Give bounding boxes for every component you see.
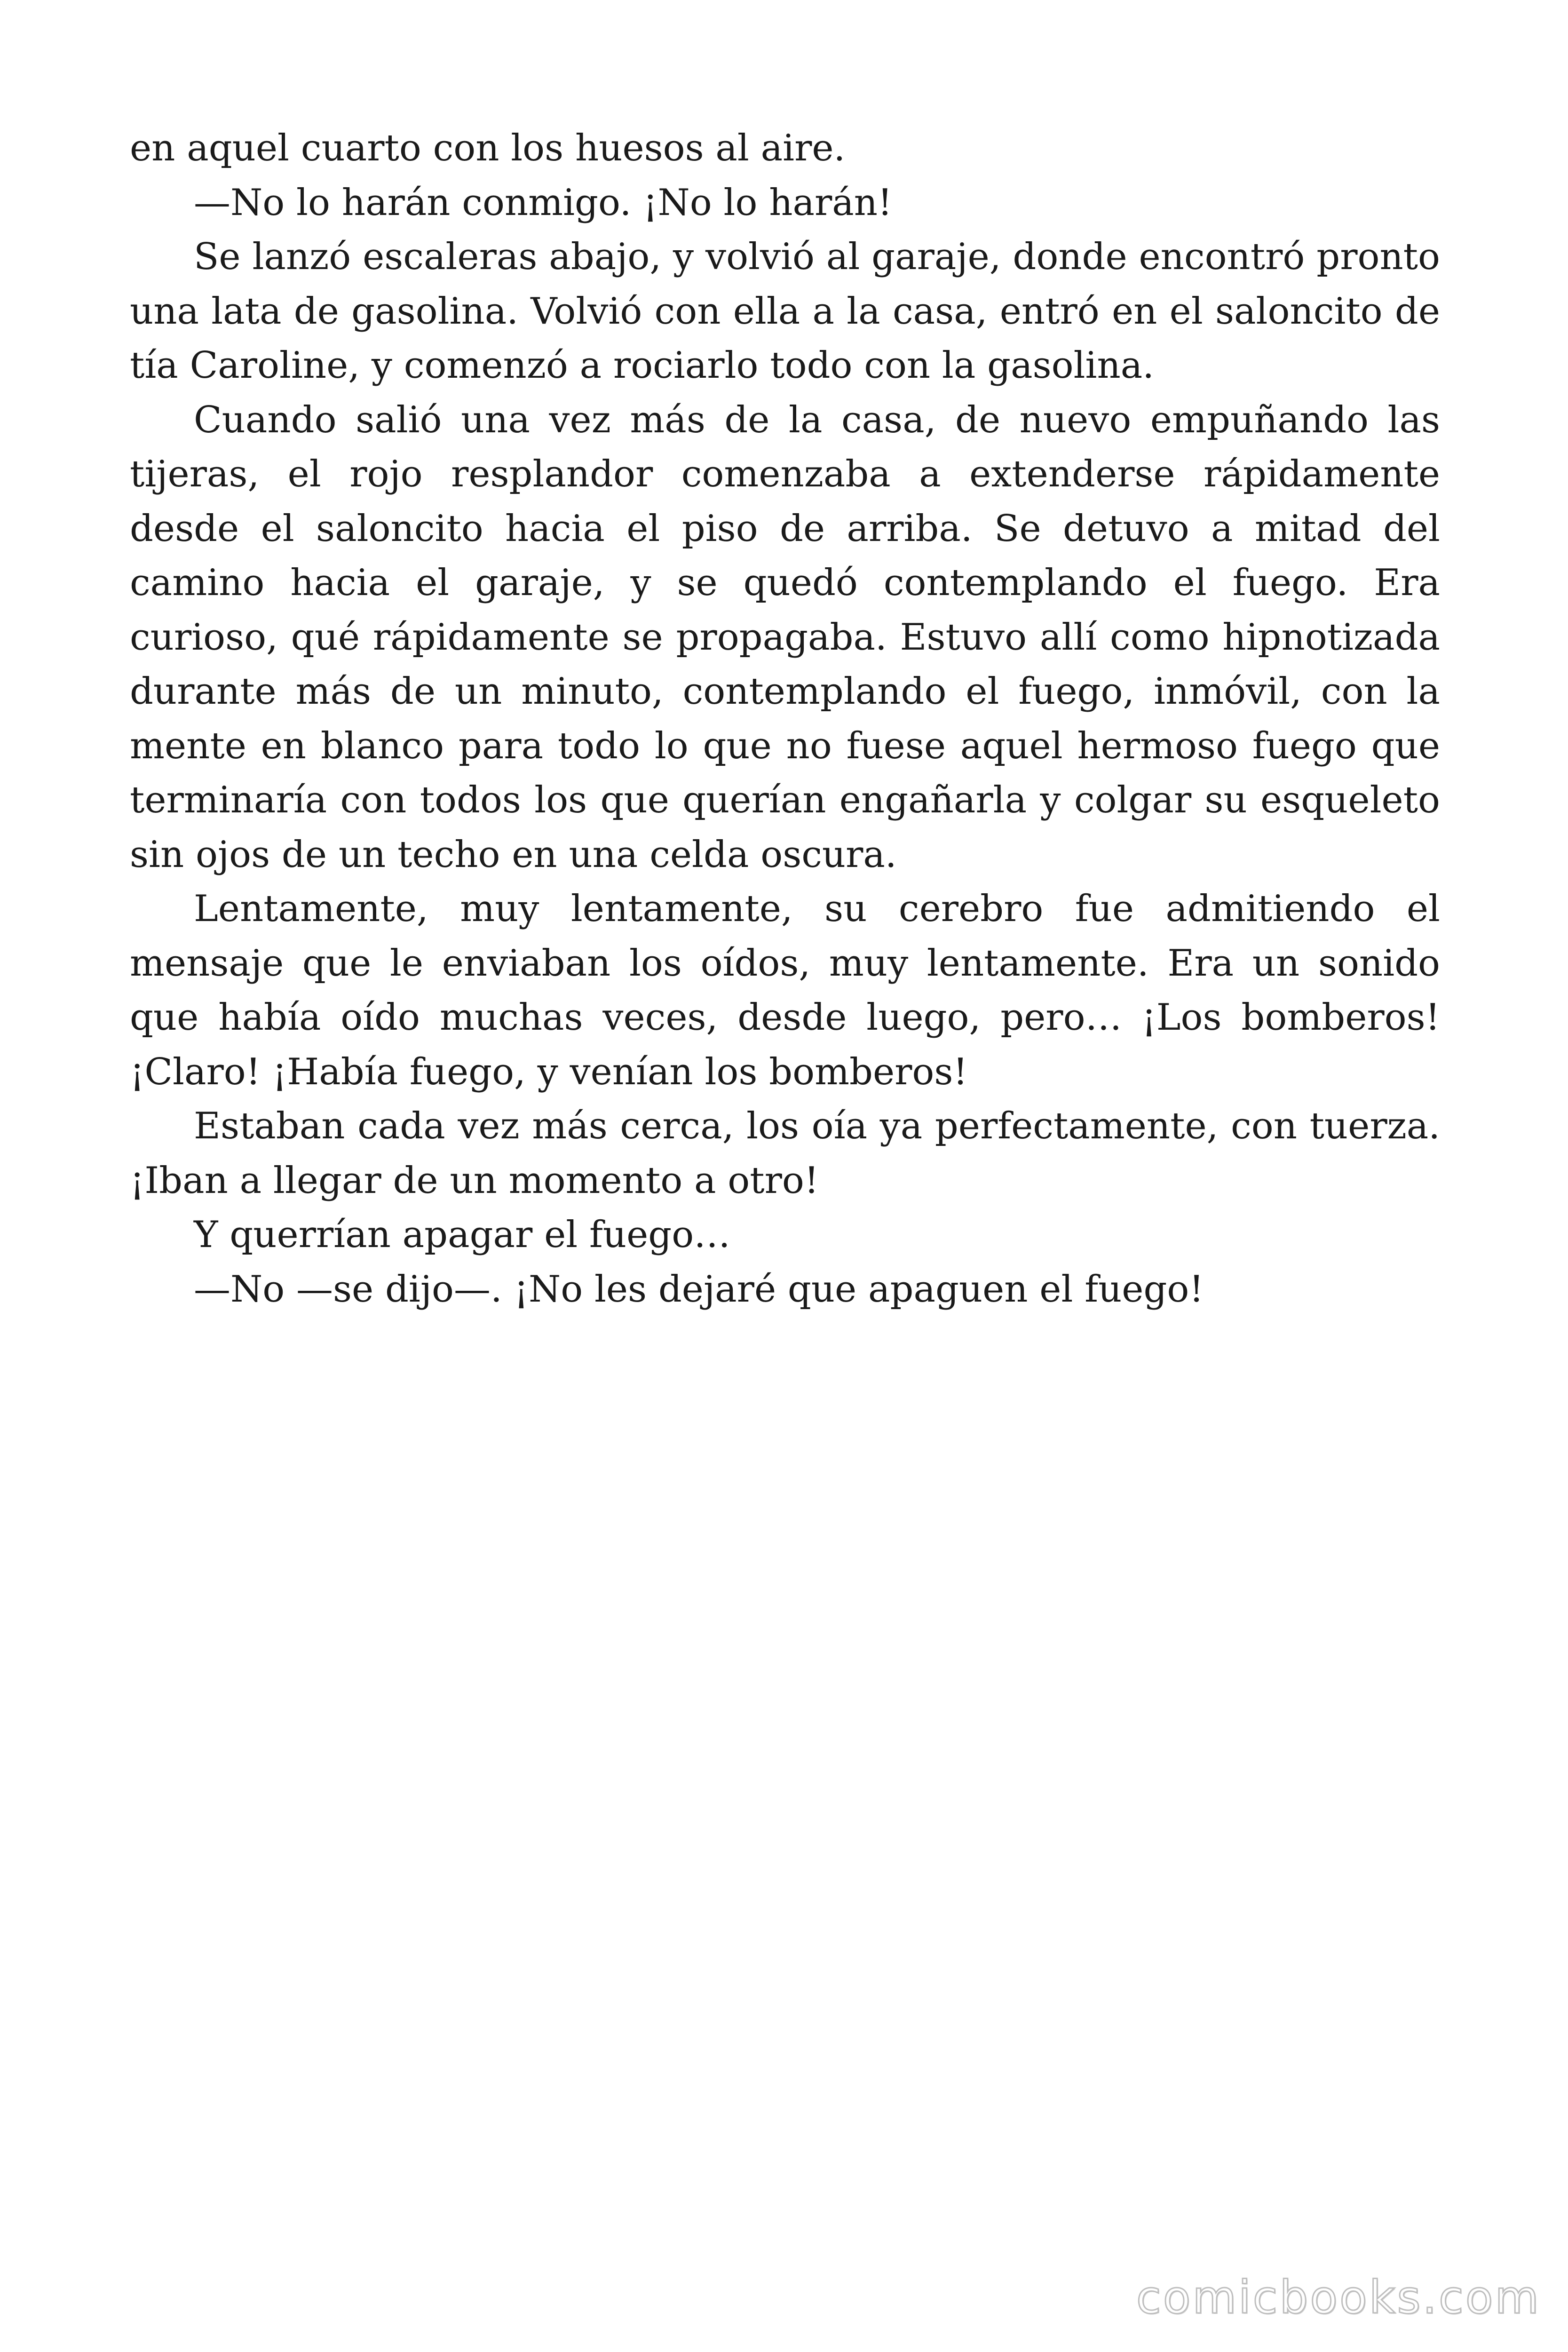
paragraph: Se lanzó escaleras abajo, y volvió al garaje, donde encontró pronto una lata de gasolina. Volvió con ella a la casa, entró en el saloncito de tía Caroline, y comenzó a rociarlo todo con la gasolina. (130, 236, 1440, 387)
watermark: comicbooks.com (1136, 2271, 1541, 2324)
paragraph: en aquel cuarto con los huesos al aire. (130, 127, 846, 169)
body-text (130, 121, 1440, 1317)
paragraph: Y querrían apagar el fuego… (194, 1214, 731, 1256)
paragraph: —No —se dijo—. ¡No les dejaré que apaguen el fuego! (194, 1268, 1204, 1311)
paragraph: —No lo harán conmigo. ¡No lo harán! (194, 181, 893, 224)
paragraph: Estaban cada vez más cerca, los oía ya perfectamente, con tuerza. ¡Iban a llegar de un momento a otro! (130, 1105, 1440, 1202)
paragraph: Cuando salió una vez más de la casa, de nuevo empuñando las tijeras, el rojo resplandor comenzaba a extenderse rápidamente desde el saloncito hacia el piso de arriba. Se detuvo a mitad del camino hacia el garaje, y se quedó contemplando el fuego. Era curioso, qué rápidamente se propagaba. Estuvo allí como hipnotizada durante más de un minuto, contemplando el fuego, inmóvil, con la mente en blanco para todo lo que no fuese aquel hermoso fuego que terminaría con todos los que querían engañarla y colgar su esqueleto sin ojos de un techo en una celda oscura. (130, 398, 1440, 876)
paragraph: Lentamente, muy lentamente, su cerebro fue admitiendo el mensaje que le enviaban los oídos, muy lentamente. Era un sonido que había oído muchas veces, desde luego, pero… ¡Los bomberos! ¡Claro! ¡Había fuego, y venían los bomberos! (130, 888, 1440, 1093)
